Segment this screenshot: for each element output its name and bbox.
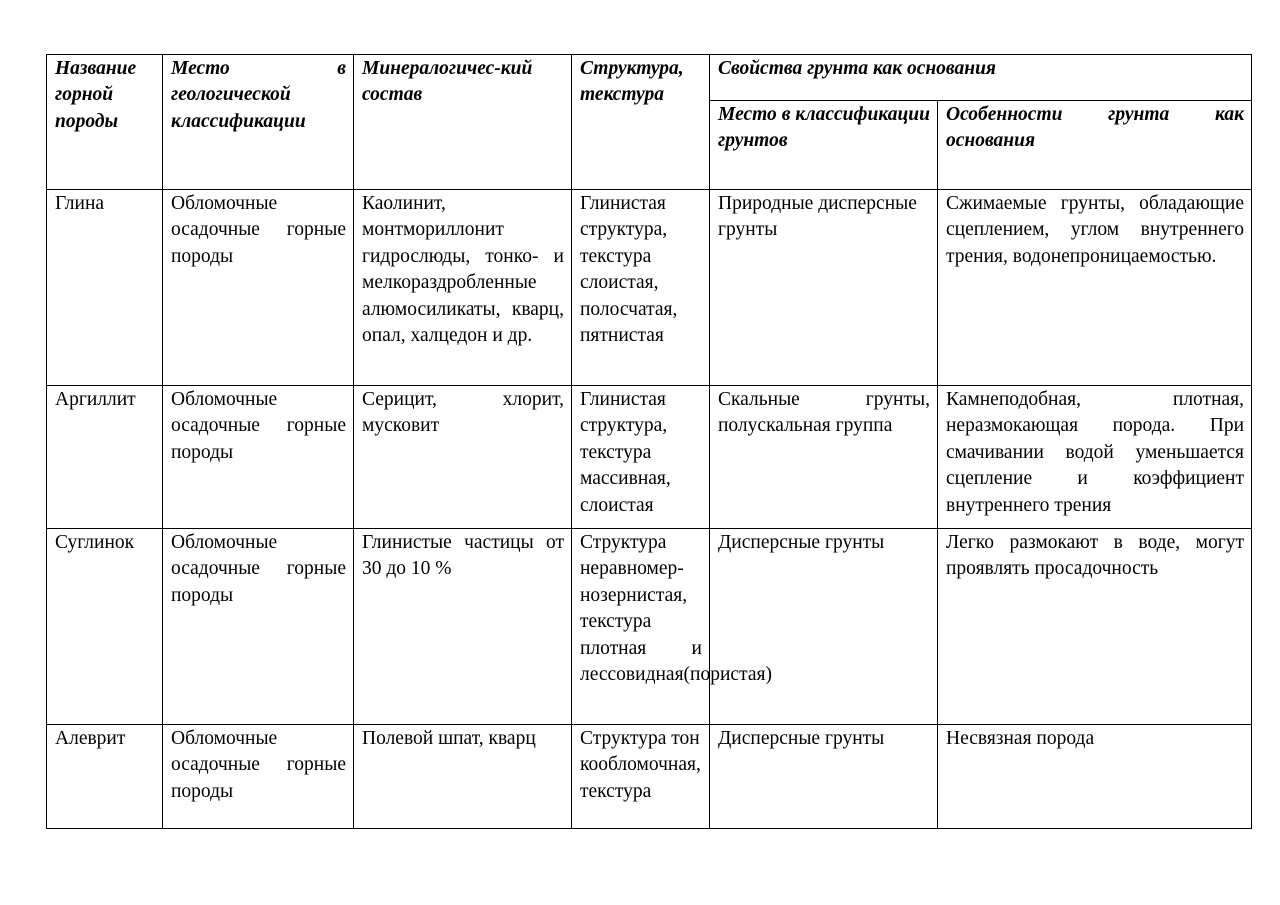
- document-page: [46, 54, 1251, 829]
- header-structure-texture: Структура, текстура: [572, 55, 710, 190]
- cell-soil-classification: Дисперсные грунты: [710, 529, 938, 725]
- cell-rock-name: Аргиллит: [47, 386, 163, 529]
- cell-geo-class: Обломочные осадочные горные породы: [163, 190, 354, 386]
- table-row: [47, 529, 1252, 725]
- rock-properties-table: [46, 54, 1252, 829]
- cell-structure-texture: Структура неравномер-нозернистая, текстура плотная и лессовидная(пористая): [572, 529, 710, 725]
- cell-rock-name: Суглинок: [47, 529, 163, 725]
- table-row: [47, 725, 1252, 829]
- header-soil-properties-group: Свойства грунта как основания: [710, 55, 1252, 101]
- header-mineral-composition: Минералогичес-кий состав: [354, 55, 572, 190]
- cell-soil-features: Легко размокают в воде, могут проявлять просадочность: [938, 529, 1252, 725]
- table-row: [47, 190, 1252, 386]
- cell-mineral-composition: Каолинит, монтмориллонит гидрослюды, тонко- и мелкораздробленные алюмосиликаты, кварц, опал, халцедон и др.: [354, 190, 572, 386]
- cell-structure-texture: Глинистая структура, текстура массивная, слоистая: [572, 386, 710, 529]
- cell-geo-class: Обломочные осадочные горные породы: [163, 386, 354, 529]
- cell-geo-class: Обломочные осадочные горные породы: [163, 529, 354, 725]
- header-geo-class: Место в геологической классификации: [163, 55, 354, 190]
- cell-rock-name: Глина: [47, 190, 163, 386]
- cell-rock-name: Алеврит: [47, 725, 163, 829]
- cell-structure-texture: Структура тонкообломочная, текстура: [572, 725, 710, 829]
- cell-soil-features: Сжимаемые грунты, обладающие сцеплением, углом внутреннего трения, водонепроницаемостью.: [938, 190, 1252, 386]
- table-header-row: [47, 55, 1252, 101]
- cell-mineral-composition: Полевой шпат, кварц: [354, 725, 572, 829]
- cell-soil-classification: Природные дисперсные грунты: [710, 190, 938, 386]
- cell-mineral-composition: Серицит, хлорит, мусковит: [354, 386, 572, 529]
- cell-soil-classification: Скальные грунты, полускальная группа: [710, 386, 938, 529]
- cell-geo-class: Обломочные осадочные горные породы: [163, 725, 354, 829]
- header-rock-name: Название горной породы: [47, 55, 163, 190]
- table-row: [47, 386, 1252, 529]
- cell-soil-features: Камнеподобная, плотная, неразмокающая порода. При смачивании водой уменьшается сцепление и коэффициент внутреннего трения: [938, 386, 1252, 529]
- cell-soil-classification: Дисперсные грунты: [710, 725, 938, 829]
- cell-mineral-composition: Глинистые частицы от 30 до 10 %: [354, 529, 572, 725]
- header-soil-features: Особенности грунта как основания: [938, 101, 1252, 190]
- header-soil-classification: Место в классификации грунтов: [710, 101, 938, 190]
- cell-structure-texture: Глинистая структура, текстура слоистая, полосчатая, пятнистая: [572, 190, 710, 386]
- cell-soil-features: Несвязная порода: [938, 725, 1252, 829]
